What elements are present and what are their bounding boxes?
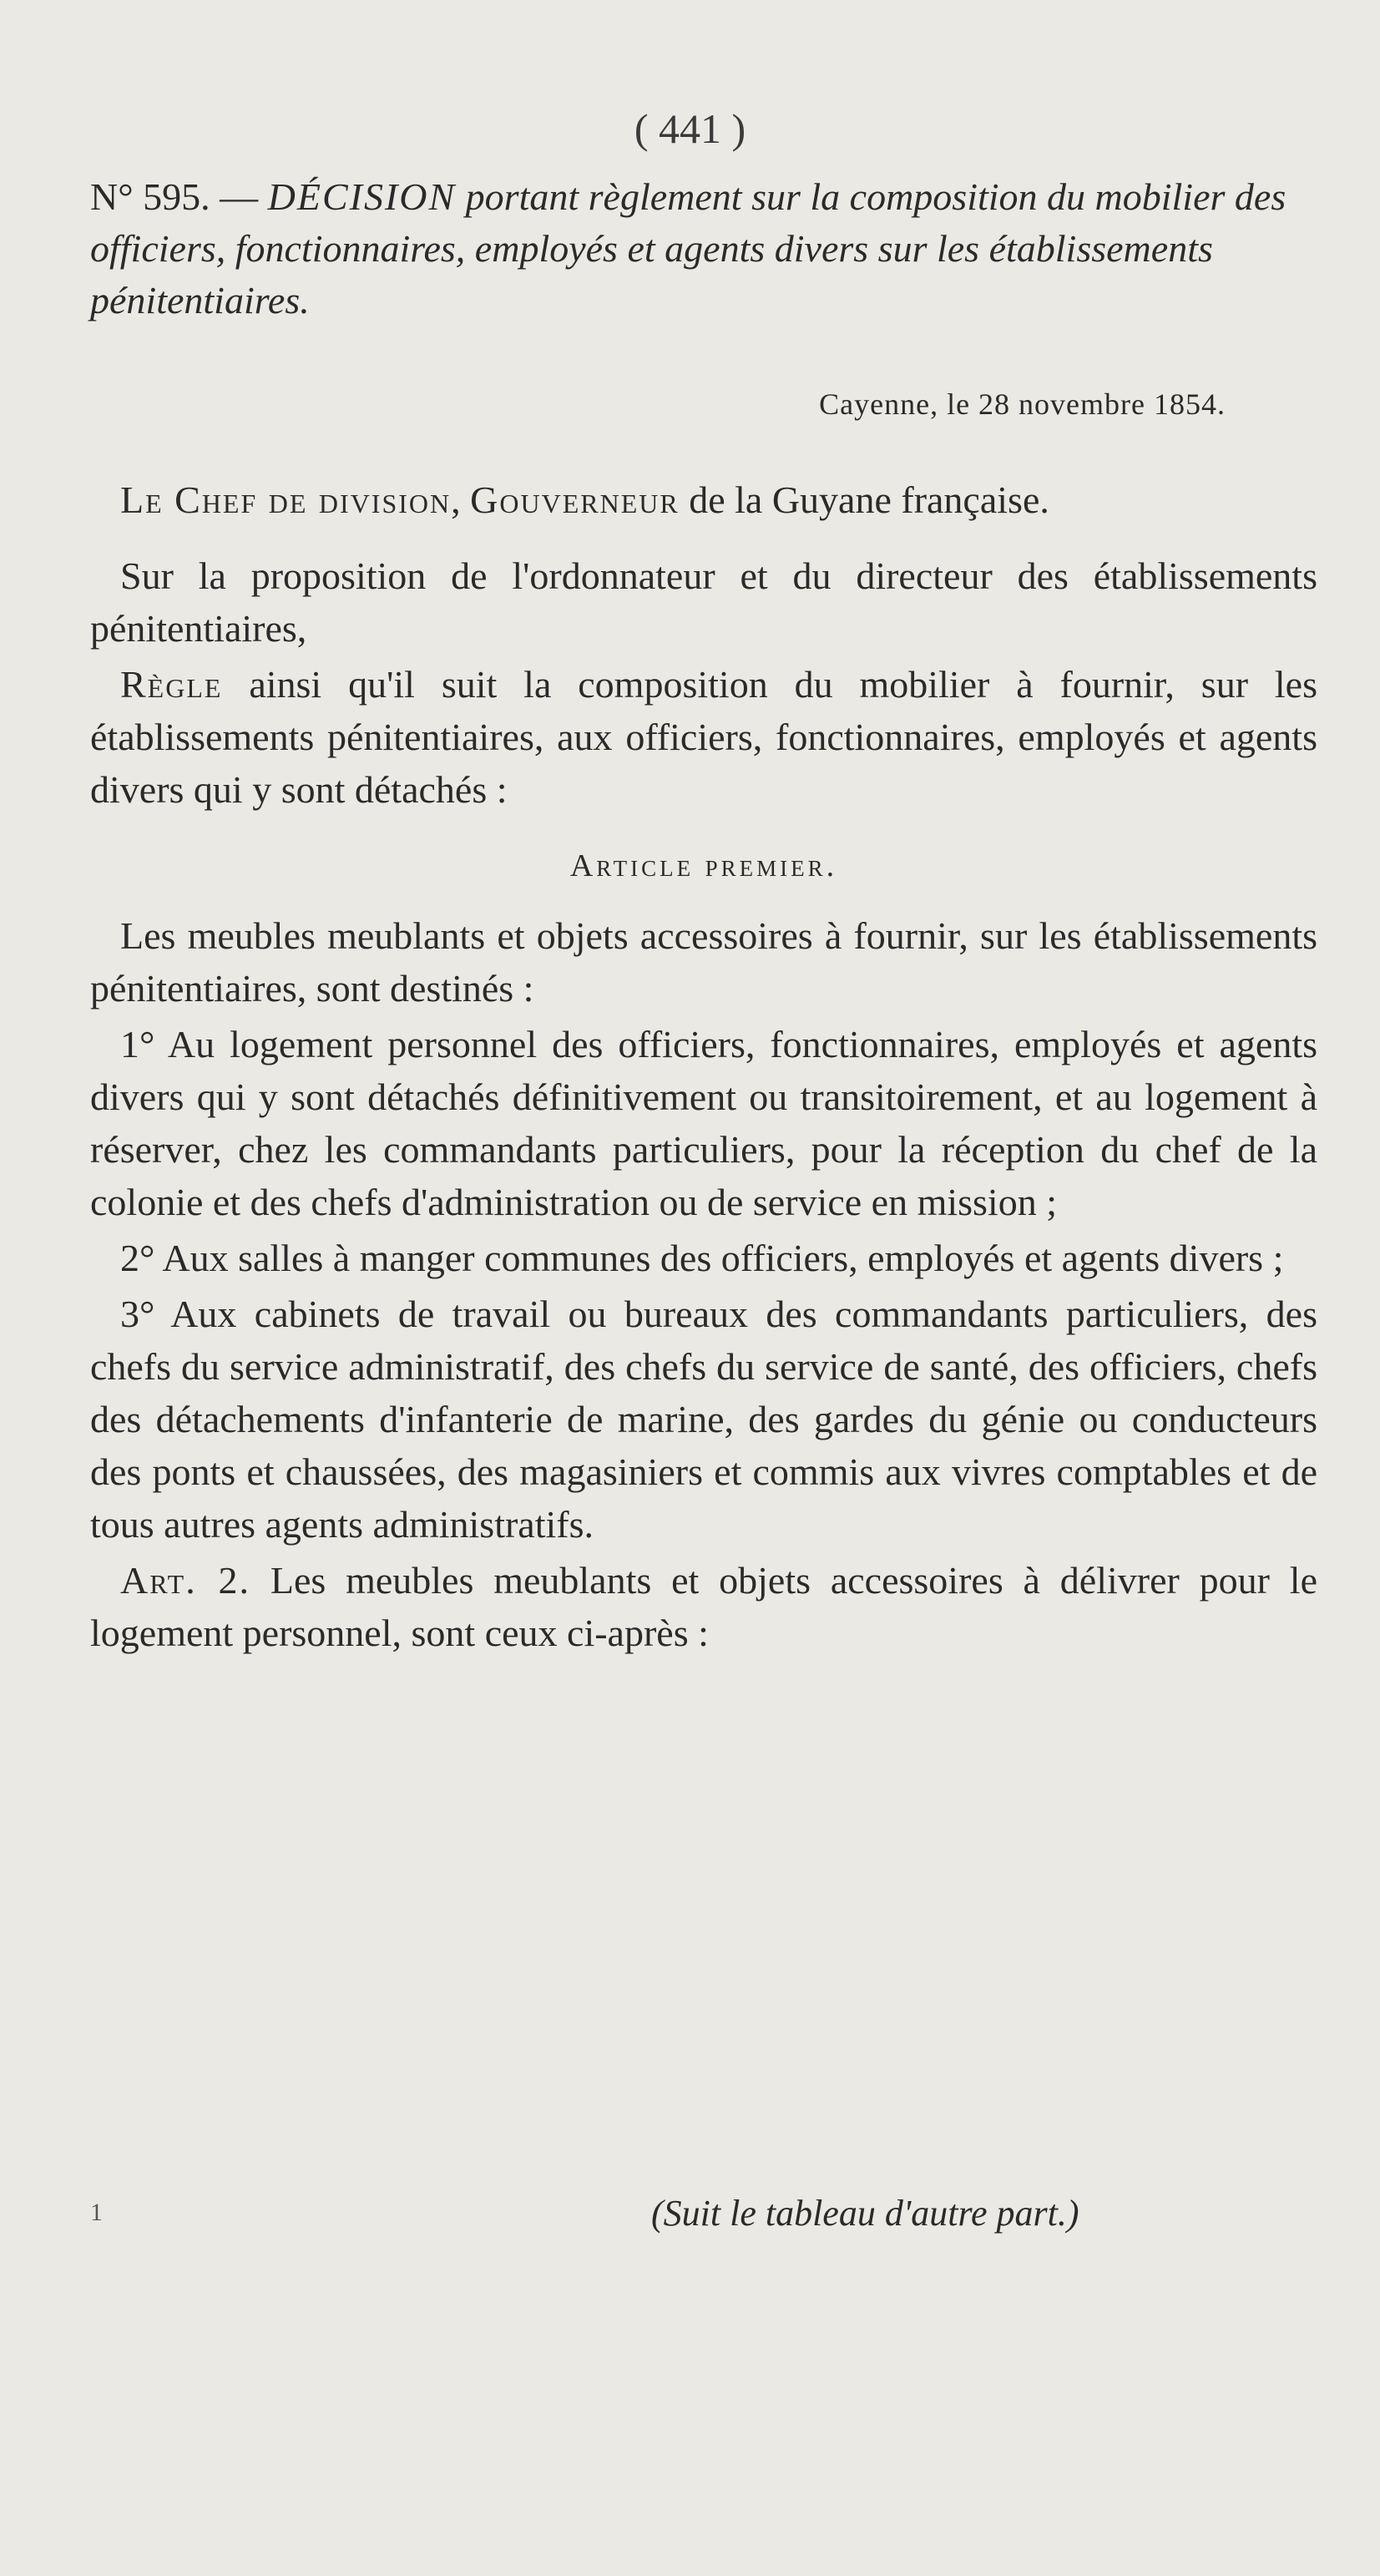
article-premier-heading: Article premier.: [569, 848, 838, 883]
chef-rest: de la Guyane française.: [679, 478, 1049, 521]
decision-label: DÉCISION: [267, 175, 457, 218]
chef-separator: ,: [451, 478, 471, 521]
article1-item1: 1° Au logement personnel des officiers, fonctionnaires, employés et agents divers qui y sont détachés définitivement ou transitoirement, et au logement à réserver, chez les commandants particuliers, pour la réception du chef de la colonie et des chefs d'administration ou de service en mission ;: [90, 1023, 1317, 1223]
document-body: [90, 171, 1317, 1659]
article2-text: Les meubles meublants et objets accessoires à délivrer pour le logement personnel, sont ceux ci-après :: [90, 1559, 1317, 1654]
article1-item3: 3° Aux cabinets de travail ou bureaux des commandants particuliers, des chefs du service administratif, des chefs du service de santé, des officiers, chefs des détachements d'infanterie de marine, des gardes du génie ou conducteurs des ponts et chaussées, des magasiniers et commis aux vivres comptables et de tous autres agents administratifs.: [90, 1293, 1317, 1546]
regle-text: ainsi qu'il suit la composition du mobilier à fournir, sur les établissements pénitentiaires, aux officiers, fonctionnaires, employés et agents divers qui y sont détachés :: [90, 663, 1317, 811]
decision-title-text: portant règlement sur la composition du mobilier des officiers, fonctionnaires, employés et agents divers sur les établissements pénitentiaires.: [90, 175, 1286, 321]
decision-title: [90, 175, 1286, 321]
dateline: Cayenne, le 28 novembre 1854.: [819, 387, 1226, 421]
chef-title: Le Chef de division: [120, 478, 452, 521]
sur-paragraph: Sur la proposition de l'ordonnateur et du directeur des établissements pénitentiaires,: [90, 554, 1317, 650]
page-number: ( 441 ): [634, 105, 746, 152]
decision-heading: [90, 171, 1317, 326]
article1-item2: 2° Aux salles à manger communes des officiers, employés et agents divers ;: [120, 1237, 1284, 1279]
chef-paragraph: [90, 473, 1317, 526]
article1-intro: Les meubles meublants et objets accessoires à fournir, sur les établissements pénitentiaires, sont destinés :: [90, 914, 1317, 1010]
regle-paragraph: [90, 658, 1317, 816]
regle-label: Règle: [120, 663, 223, 706]
footer-mark: 1: [90, 2199, 103, 2226]
footer-text: (Suit le tableau d'autre part.): [651, 2193, 1079, 2234]
decision-number: N° 595. —: [90, 175, 259, 218]
gouverneur-title: Gouverneur: [470, 478, 680, 521]
article2-label: Art. 2.: [120, 1559, 251, 1602]
article2-paragraph: [90, 1554, 1317, 1659]
